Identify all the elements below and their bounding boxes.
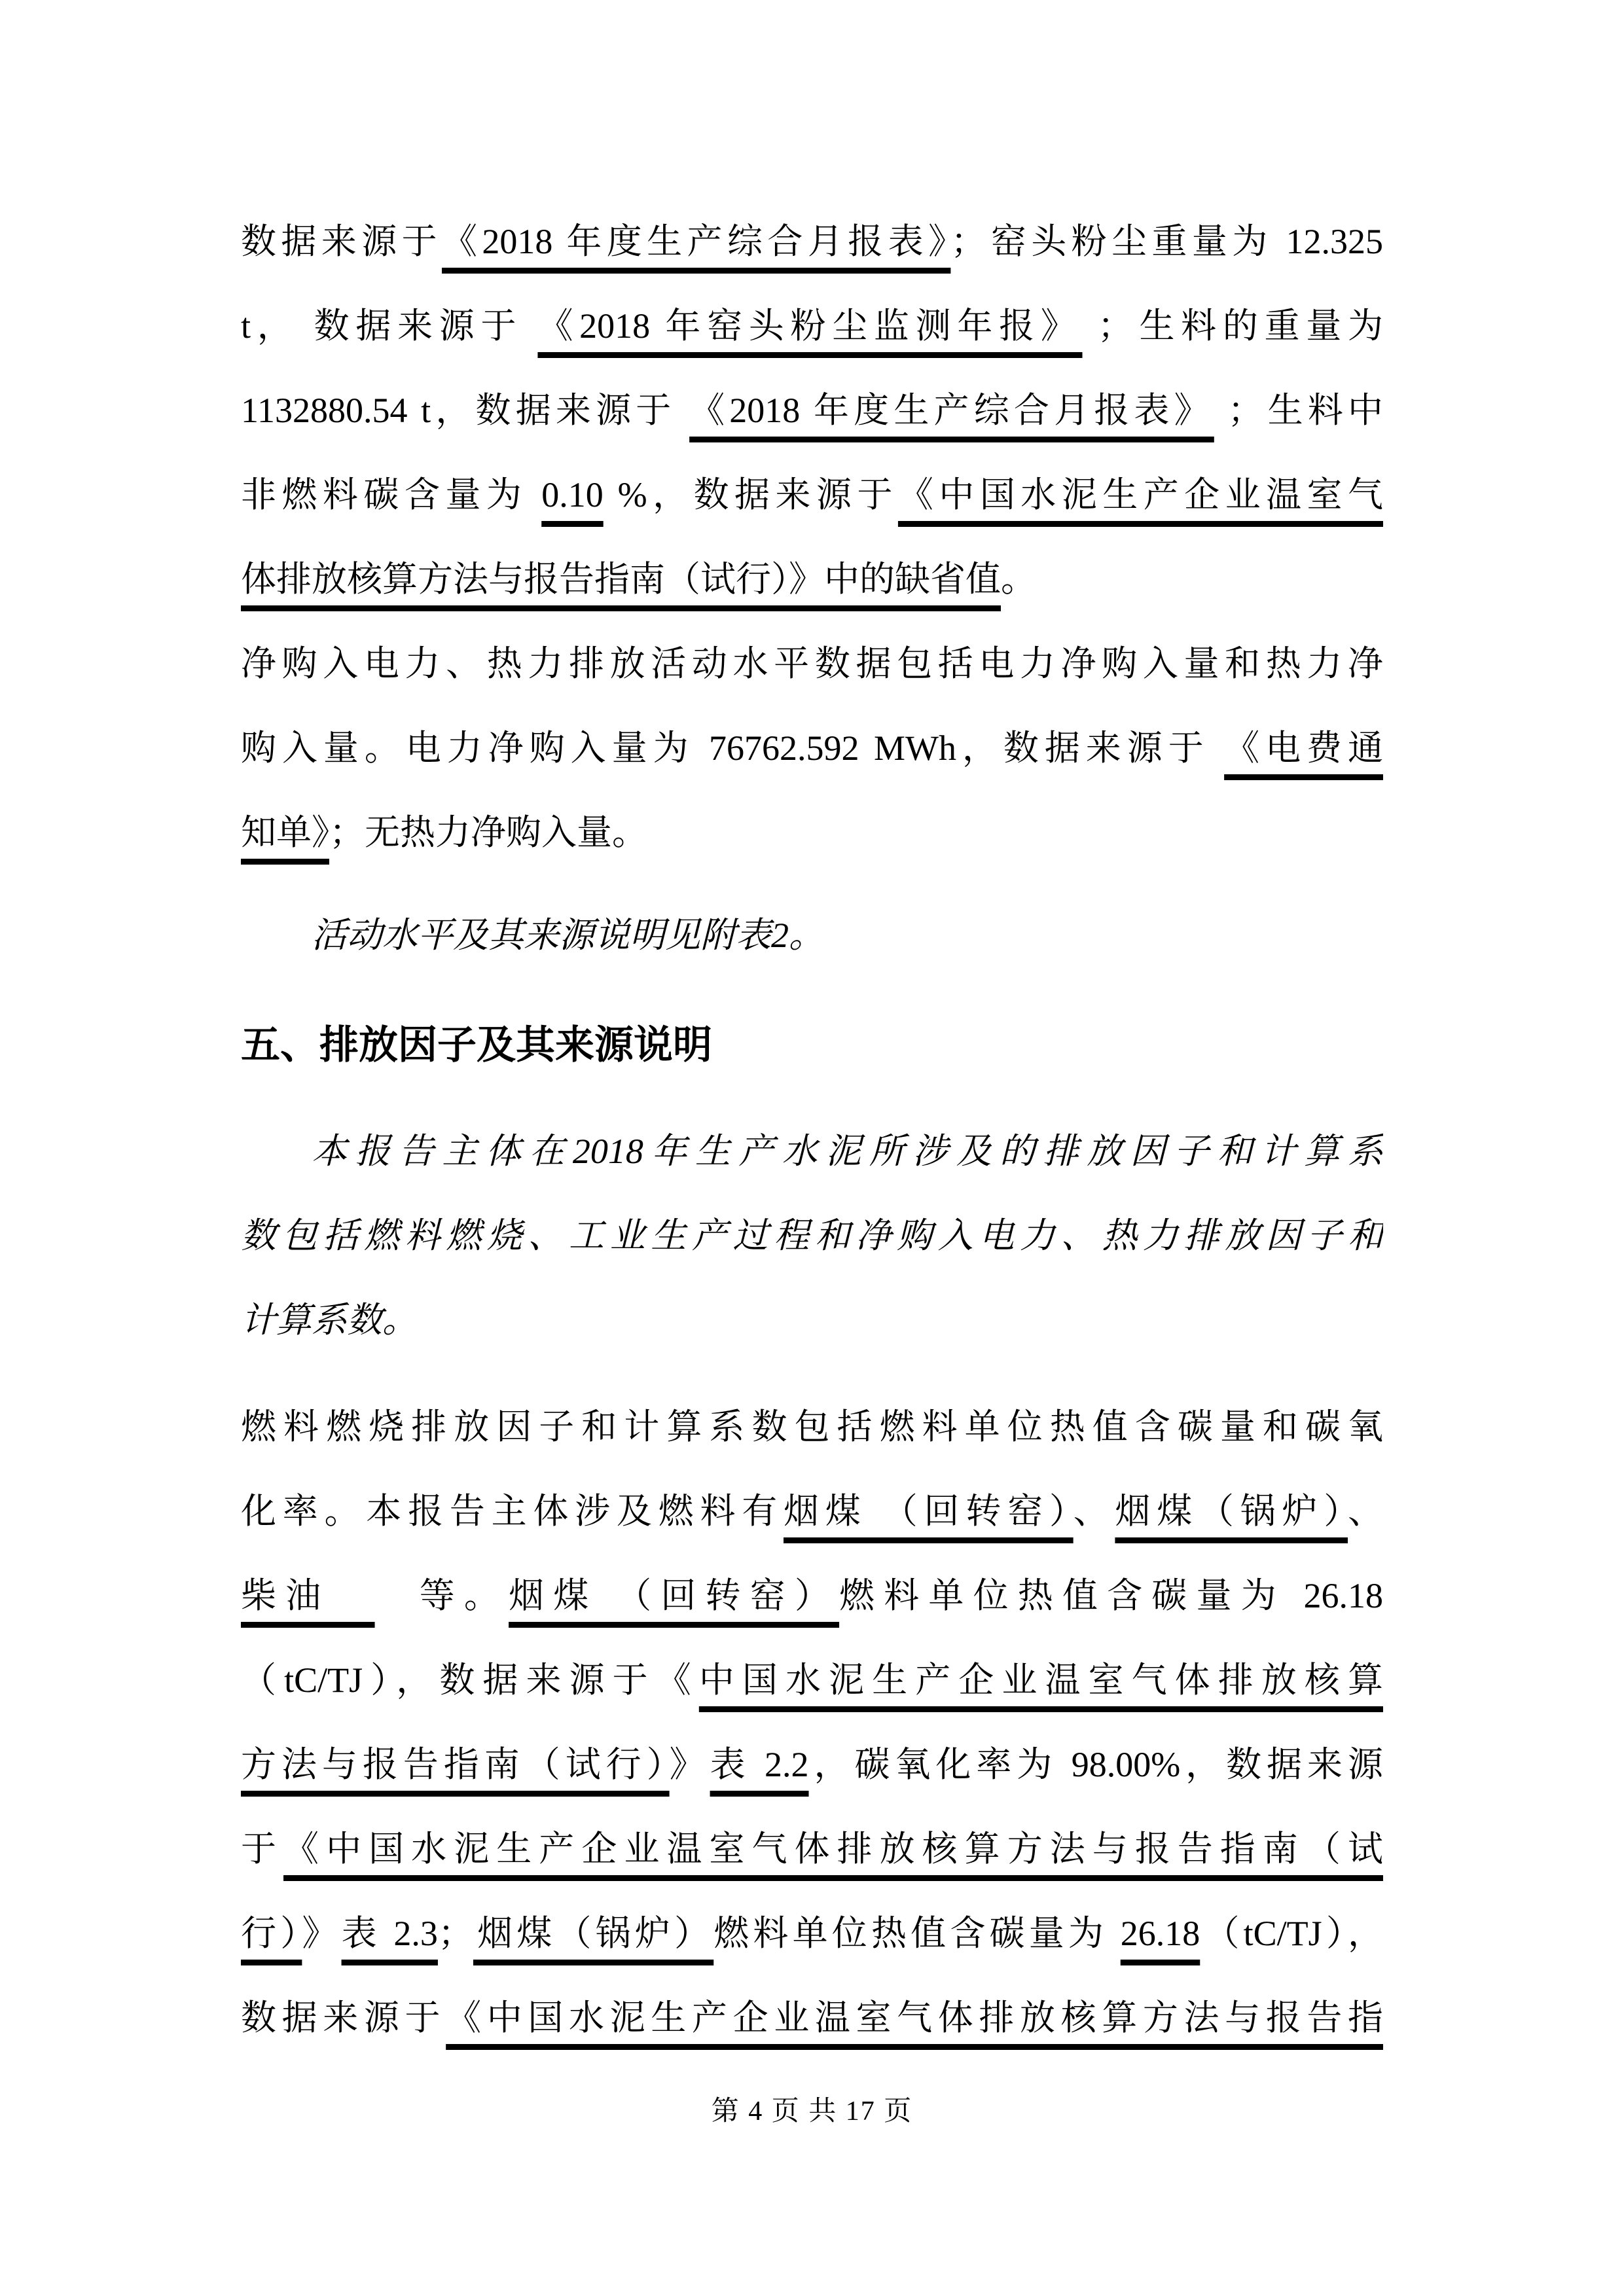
heading-section-five [241,1003,1383,1087]
text-line [241,893,1383,978]
document-body [241,200,1383,2060]
text-run: 1132880.54 t，数据来源于 [241,391,690,430]
text-run: 燃料单位热值含碳量为 [713,1914,1121,1953]
text-line [241,537,1383,622]
underlined-text: 《电费通 [1224,728,1383,768]
underlined-text: 表 2.2 [710,1745,809,1784]
text-line [241,453,1383,537]
text-line [241,791,1383,875]
underlined-text: 方法与报告指南（试行） [241,1745,670,1784]
text-line [241,1278,1383,1363]
underlined-text: 《2018 年度生产综合月报表》 [442,222,951,261]
para-activity-level-sources [241,200,1383,875]
text-run: 、 [1348,1492,1383,1531]
text-line [241,1385,1383,1469]
text-run: 活动水平及其来源说明见附表2。 [312,916,824,955]
text-run: 计算系数。 [241,1300,418,1340]
text-line [241,284,1383,368]
text-run: ，碳氧化率为 98.00%，数据来源 [808,1745,1383,1784]
text-run: ； [437,1914,473,1953]
text-line [241,1003,1383,1087]
text-run: 净购入电力、热力排放活动水平数据包括电力净购入量和热力净 [241,644,1383,683]
text-run: 五、排放因子及其来源说明 [241,1023,712,1067]
text-line [241,706,1383,791]
underlined-text: 知单》 [241,813,329,852]
text-run: 》 [302,1914,342,1953]
text-line [241,1554,1383,1638]
text-line [241,1194,1383,1278]
underlined-text: 《2018 年窑头粉尘监测年报》 [537,306,1083,346]
text-line [241,1469,1383,1554]
underlined-text: 烟煤（锅炉） [473,1914,714,1953]
underlined-text: 行） [241,1914,302,1953]
underlined-text: 体排放核算方法与报告指南（试行）》中的缺省值 [241,560,1001,599]
text-run: （tC/TJ），数据来源于《 [241,1660,699,1700]
text-run: 。 [1001,560,1036,599]
text-line [241,1807,1383,1892]
para-fuel-combustion-factors [241,1385,1383,2060]
text-line [241,200,1383,284]
text-line [241,368,1383,453]
text-line [241,1976,1383,2060]
para-emission-factors-intro [241,1109,1383,1363]
text-run: 非燃料碳含量为 [241,475,542,514]
text-line [241,1109,1383,1194]
text-run: 数据来源于 [241,222,442,261]
page-footer: 第 4 页 共 17 页 [711,2096,913,2126]
text-run: 化率。本报告主体涉及燃料有 [241,1492,784,1531]
underlined-text: 中国水泥生产企业温室气体排放核算 [698,1660,1383,1700]
text-run: （tC/TJ）， [1200,1914,1383,1953]
text-run: 数包括燃料燃烧、工业生产过程和净购入电力、热力排放因子和 [241,1216,1383,1255]
text-run: ；窑头粉尘重量为 12.325 [950,222,1383,261]
text-run: t， 数据来源于 [241,306,538,346]
underlined-text: 表 2.3 [341,1914,438,1953]
text-run: 本报告主体在2018年生产水泥所涉及的排放因子和计算系 [312,1132,1383,1171]
text-run: 购入量。电力净购入量为 76762.592 MWh，数据来源于 [241,728,1225,768]
text-run: 于 [241,1829,284,1869]
underlined-text: 《中国水泥生产企业温室气 [897,475,1383,514]
text-run: 数据来源于 [241,1998,446,2037]
underlined-text: 烟煤（锅炉） [1115,1492,1348,1531]
underlined-text: 《中国水泥生产企业温室气体排放核算方法与报告指南（试 [283,1829,1383,1869]
text-line [241,1723,1383,1807]
underlined-text: 烟煤 （回转窑） [509,1576,840,1615]
text-run: ；生料中 [1214,391,1383,430]
text-run: ；无热力净购入量。 [329,813,647,852]
text-run: %，数据来源于 [603,475,898,514]
text-run: 》 [669,1745,710,1784]
underlined-text: 26.18 [1120,1914,1200,1953]
para-activity-table-note [241,893,1383,978]
underlined-text: 柴油 [241,1576,375,1615]
text-run: 燃料燃烧排放因子和计算系数包括燃料单位热值含碳量和碳氧 [241,1407,1383,1446]
text-run: 、 [1073,1492,1115,1531]
underlined-text: 烟煤 （回转窑） [783,1492,1074,1531]
underlined-text: 《中国水泥生产企业温室气体排放核算方法与报告指 [446,1998,1383,2037]
text-line [241,622,1383,706]
text-line [241,1892,1383,1976]
underlined-text: 0.10 [541,475,604,514]
text-run: 等。 [374,1576,509,1615]
text-run: ；生料的重量为 [1082,306,1383,346]
text-line [241,1638,1383,1723]
text-run: 燃料单位热值含碳量为 26.18 [839,1576,1383,1615]
underlined-text: 《2018 年度生产综合月报表》 [689,391,1214,430]
